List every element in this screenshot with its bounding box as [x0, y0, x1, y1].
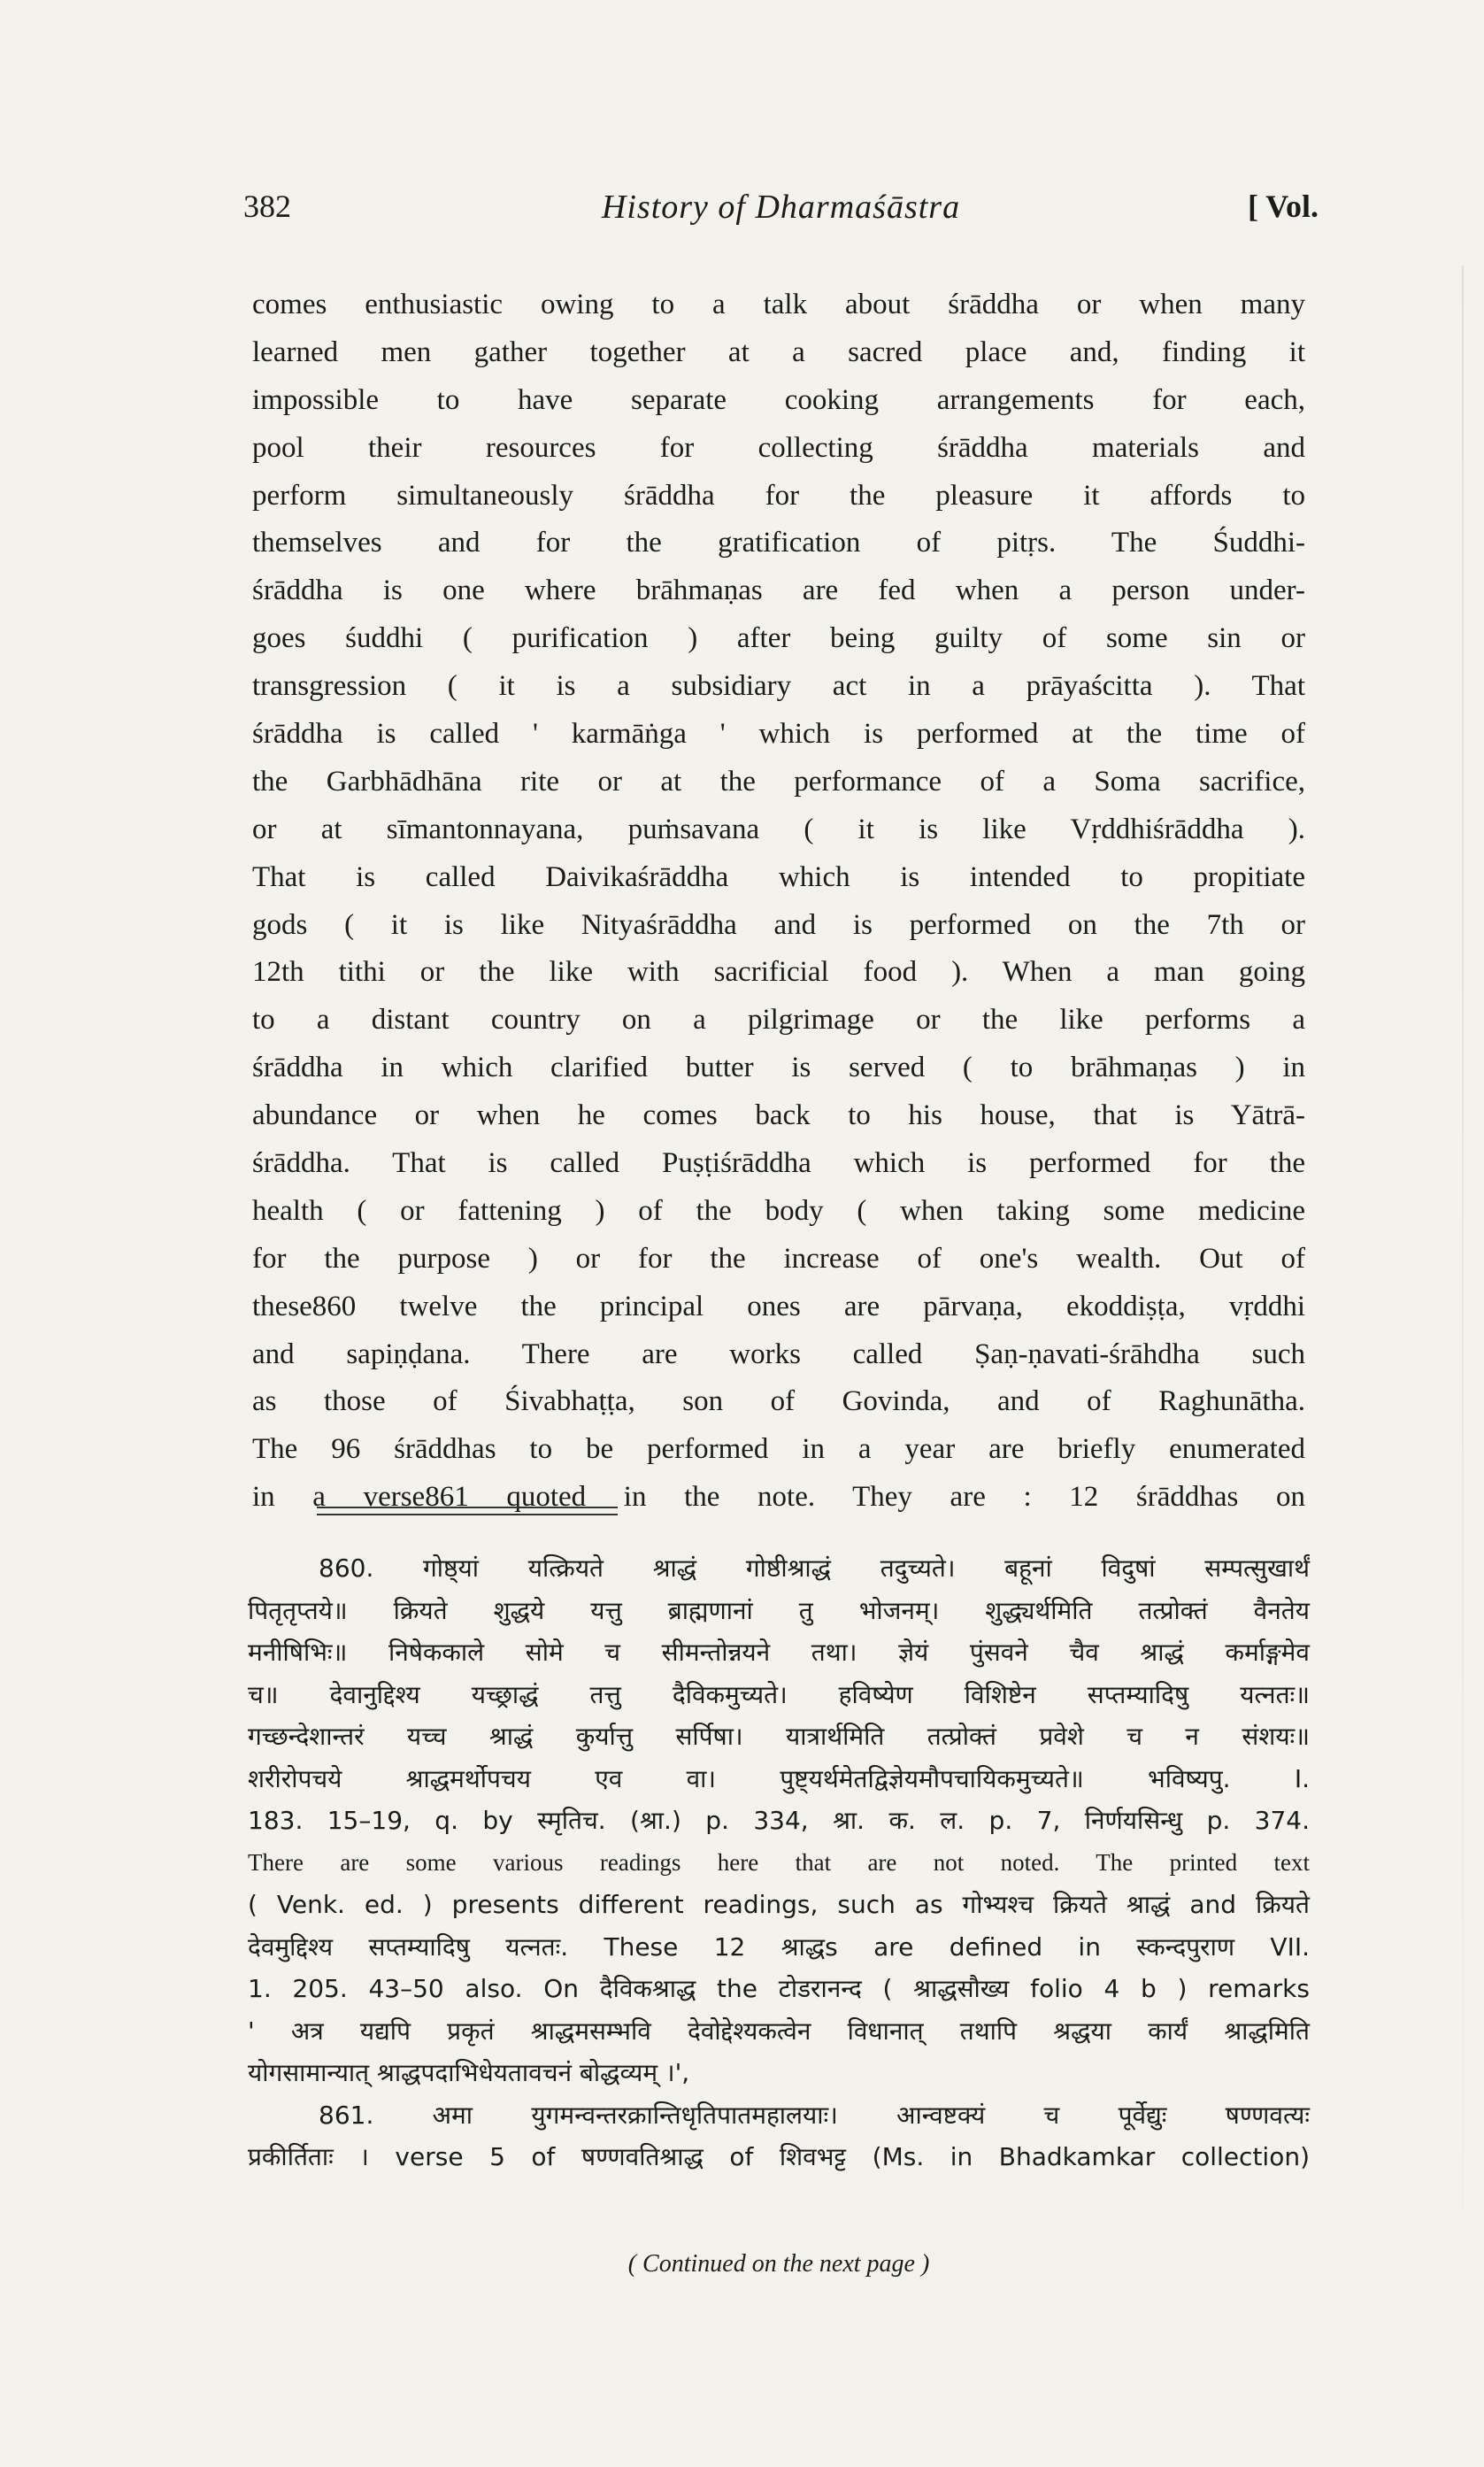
footnote-line: गच्छन्देशान्तरं यच्च श्राद्धं कुर्यात्तु सर्पिषा। यात्रार्थमिति तत्प्रोक्तं प्रवेशे च न संशयः॥ [248, 1722, 1310, 1751]
volume-label: [ Vol. [1247, 189, 1319, 224]
footnote-line: There are some various readings here that are not noted. The printed text [248, 1848, 1310, 1876]
body-line: these860 twelve the principal ones are pārvaṇa, ekoddiṣṭa, vṛddhi [252, 1290, 1305, 1322]
body-line: śrāddha is one where brāhmaṇas are fed when a person under- [252, 574, 1305, 607]
footnote-line: 1. 205. 43–50 also. On दैविकश्राद्ध the टोडरानन्द ( श्राद्धसौख्य folio 4 b ) remarks [248, 1974, 1310, 2003]
body-line: the Garbhādhāna rite or at the performance of a Soma sacrifice, [252, 765, 1305, 798]
body-line: śrāddha in which clarified butter is served ( to brāhmaṇas ) in [252, 1052, 1305, 1084]
body-line: and sapiṇḍana. There are works called Ṣaṇ-ṇavati-śrāhdha such [252, 1338, 1305, 1370]
footnote-line: पितृतृप्तये॥ क्रियते शुद्धये यत्तु ब्राह्मणानां तु भोजनम्। शुद्ध्यर्थमिति तत्प्रोक्तं वैनतेय [248, 1595, 1310, 1625]
body-line: as those of Śivabhaṭṭa, son of Govinda, and of Raghunātha. [252, 1385, 1305, 1418]
footnote-line: मनीषिभिः॥ निषेककाले सोमे च सीमन्तोन्नयने तथा। ज्ञेयं पुंसवने चैव श्राद्धं कर्माङ्गमेव [248, 1638, 1310, 1667]
footnotes [248, 1547, 1310, 2178]
body-line: śrāddha. That is called Puṣṭiśrāddha which is performed for the [252, 1147, 1305, 1180]
page-edge-shadow [1462, 266, 1464, 2213]
running-title: History of Dharmaśāstra [601, 189, 961, 226]
body-line: health ( or fattening ) of the body ( when taking some medicine [252, 1194, 1305, 1227]
footnote-line: 860. गोष्ठ्यां यत्क्रियते श्राद्धं गोष्ठीश्राद्धं तदुच्यते। बहूनां विदुषां सम्पत्सुखार्थं [319, 1553, 1310, 1583]
footnote-line: 183. 15–19, q. by स्मृतिच. (श्रा.) p. 334, श्रा. क. ल. p. 7, निर्णयसिन्धु p. 374. [248, 1806, 1310, 1835]
footnote-line: देवमुद्दिश्य सप्तम्यादिषु यत्नतः. These 12 श्राद्धs are defined in स्कन्दपुराण VII. [248, 1931, 1310, 1962]
footnote-line: ( Venk. ed. ) presents different readings, such as गोभ्यश्च क्रियते श्राद्धं and क्रियते [248, 1890, 1310, 1919]
body-line: or at sīmantonnayana, puṁsavana ( it is like Vṛddhiśrāddha ). [252, 813, 1305, 845]
body-line: themselves and for the gratification of pitṛs. The Śuddhi- [252, 527, 1305, 559]
footnote-line: 861. अमा युगमन्वन्तरक्रान्तिधृतिपातमहालयाः। आन्वष्टक्यं च पूर्वेद्युः षण्णवत्यः [319, 2100, 1310, 2130]
body-line: gods ( it is like Nityaśrāddha and is performed on the 7th or [252, 908, 1305, 941]
body-line: to a distant country on a pilgrimage or the like performs a [252, 1004, 1305, 1037]
body-text [252, 281, 1305, 1522]
footnote-line: शरीरोपचये श्राद्धमर्थोपचय एव वा। पुष्ट्यर्थमेतद्विज्ञेयमौपचायिकमुच्यते॥ भविष्यपु. I. [248, 1763, 1310, 1793]
continued-note: ( Continued on the next page ) [627, 2250, 930, 2278]
page-header [243, 188, 1319, 237]
body-line: learned men gather together at a sacred place and, finding it [252, 335, 1305, 368]
body-line: impossible to have separate cooking arrangements for each, [252, 383, 1305, 416]
footnote-line: प्रकीर्तिताः । verse 5 of षण्णवतिश्राद्ध of शिवभट्ट (Ms. in Bhadkamkar collection) [248, 2142, 1310, 2171]
page-number: 382 [243, 189, 291, 224]
body-line: comes enthusiastic owing to a talk about śrāddha or when many [252, 289, 1305, 320]
footnote-divider [317, 1507, 618, 1515]
body-line: That is called Daivikaśrāddha which is intended to propitiate [252, 860, 1305, 893]
body-line: śrāddha is called ' karmāṅga ' which is performed at the time of [252, 718, 1305, 751]
footnote-line: च॥ देवानुद्दिश्य यच्छ्राद्धं तत्तु दैविकमुच्यते। हविष्येण विशिष्टेन सप्तम्यादिषु यत्नतः॥ [248, 1679, 1310, 1709]
body-line: in a verse861 quoted in the note. They are : 12 śrāddhas on [252, 1481, 1305, 1514]
body-line: perform simultaneously śrāddha for the pleasure it affords to [252, 479, 1305, 512]
footnote-line: योगसामान्यात् श्राद्धपदाभिधेयतावचनं बोद्धव्यम् ।', [248, 2058, 690, 2087]
body-line: abundance or when he comes back to his house, that is Yātrā- [252, 1099, 1305, 1132]
footnote-line: ' अत्र यद्यपि प्रकृतं श्राद्धमसम्भवि देवोद्देश्यकत्वेन विधानात् तथापि श्रद्धया कार्यं श्राद्धमिति [248, 2016, 1310, 2046]
body-line: goes śuddhi ( purification ) after being guilty of some sin or [252, 622, 1305, 655]
body-line: pool their resources for collecting śrāddha materials and [252, 431, 1305, 464]
body-line: transgression ( it is a subsidiary act in a prāyaścitta ). That [252, 670, 1305, 703]
body-line: for the purpose ) or for the increase of one's wealth. Out of [252, 1242, 1305, 1275]
body-line: The 96 śrāddhas to be performed in a year are briefly enumerated [252, 1433, 1305, 1466]
body-line: 12th tithi or the like with sacrificial food ). When a man going [252, 956, 1305, 989]
